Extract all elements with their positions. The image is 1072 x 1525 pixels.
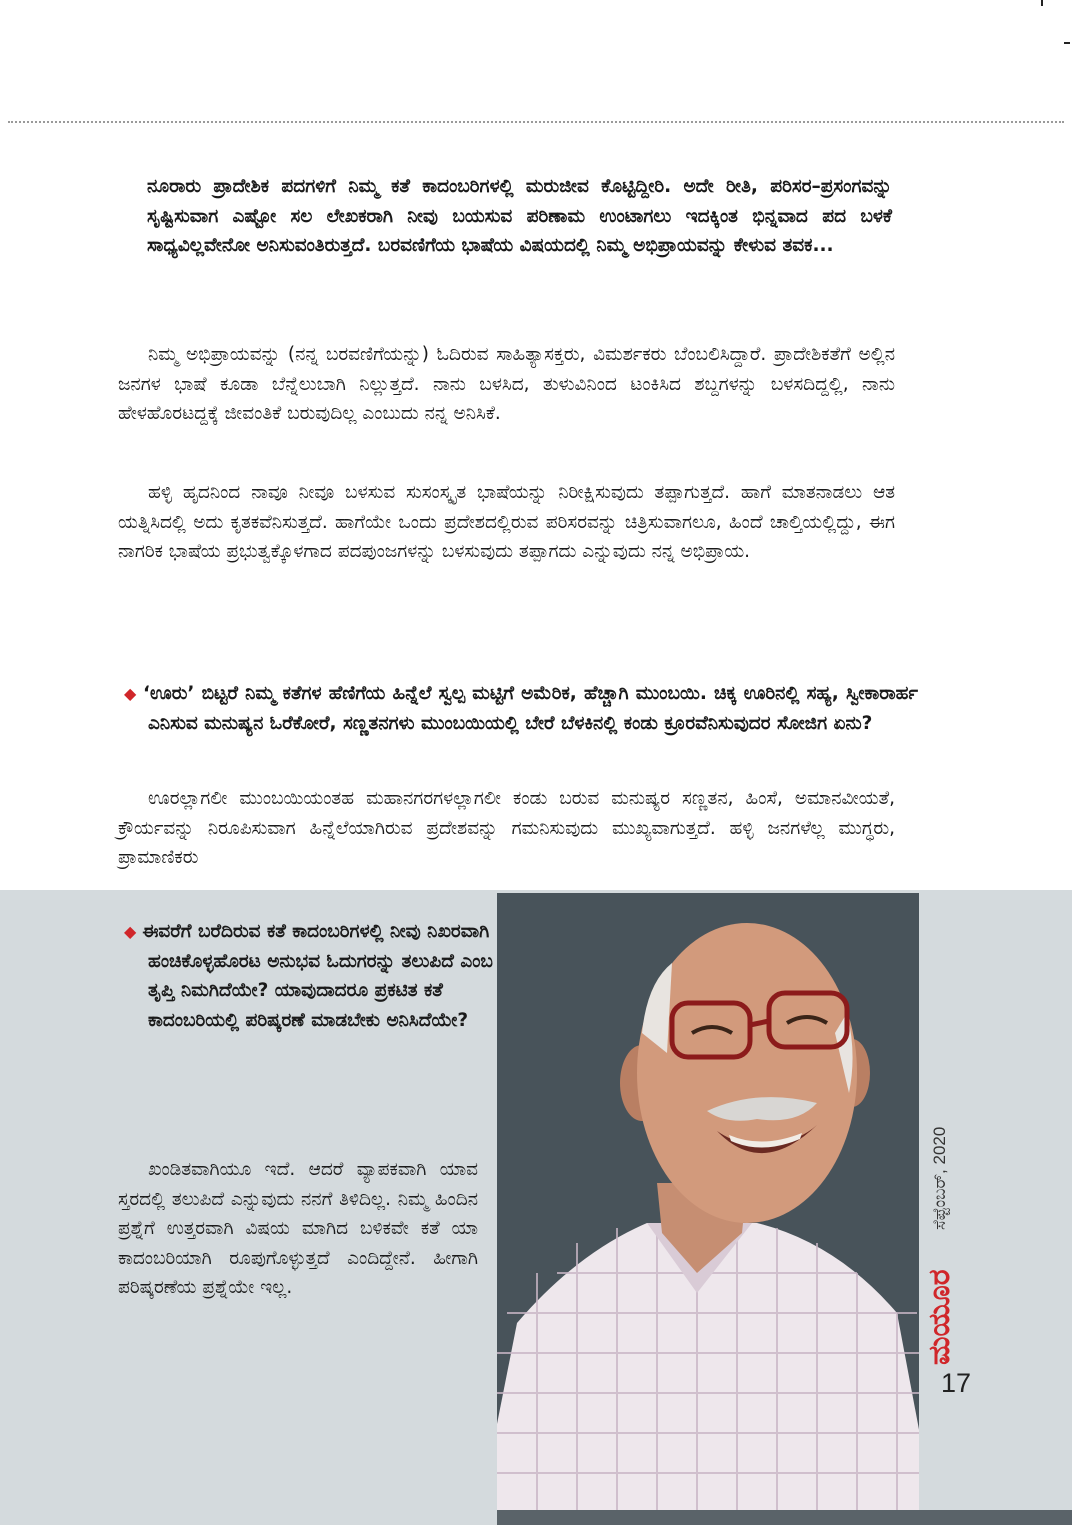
question-3-text: ಈವರೆಗೆ ಬರೆದಿರುವ ಕತೆ ಕಾದಂಬರಿಗಳಲ್ಲಿ ನೀವು ನಿಖರವಾಗಿ ಹಂಚಿಕೊಳ್ಳಹೊರಟ ಅನುಭವ ಓದುಗರನ್ನು ತಲುಪಿದೆ ಎಂಬ ತೃಪ್ತಿ ನಿಮಗಿದೆಯೇ? ಯಾವುದಾದರೂ ಪ್ರಕಟಿತ ಕತೆ ಕಾದಂಬರಿಯಲ್ಲಿ ಪರಿಷ್ಕರಣೆ ಮಾಡಬೇಕು ಅನಿಸಿದೆಯೇ? <box>142 921 493 1031</box>
answer-1-paragraph-2: ಹಳ್ಳಿ ಹೃದನಿಂದ ನಾವೂ ನೀವೂ ಬಳಸುವ ಸುಸಂಸ್ಕೃತ ಭಾಷೆಯನ್ನು ನಿರೀಕ್ಷಿಸುವುದು ತಪ್ಪಾಗುತ್ತದೆ. ಹಾಗೆ ಮಾತನಾಡಲು ಆತ ಯತ್ನಿಸಿದಲ್ಲಿ ಅದು ಕೃತಕವೆನಿಸುತ್ತದೆ. ಹಾಗೆಯೇ ಒಂದು ಪ್ರದೇಶದಲ್ಲಿರುವ ಪರಿಸರವನ್ನು ಚಿತ್ರಿಸುವಾಗಲೂ, ಹಿಂದೆ ಚಾಲ್ತಿಯಲ್ಲಿದ್ದು, ಈಗ ನಾಗರಿಕ ಭಾಷೆಯ ಪ್ರಭುತ್ವಕ್ಕೊಳಗಾದ ಪದಪುಂಜಗಳನ್ನು ಬಳಸುವುದು ತಪ್ಪಾಗದು ಎನ್ನುವುದು ನನ್ನ ಅಭಿಪ್ರಾಯ. <box>118 482 895 562</box>
bullet-diamond-icon: ◆ <box>124 684 138 703</box>
bullet-diamond-icon: ◆ <box>124 922 137 941</box>
crop-mark-right <box>1064 42 1070 44</box>
question-2-text: ‘ಊರು’ ಬಿಟ್ಟರೆ ನಿಮ್ಮ ಕತೆಗಳ ಹೆಣಿಗೆಯ ಹಿನ್ನೆಲೆ ಸ್ವಲ್ಪ ಮಟ್ಟಿಗೆ ಅಮೆರಿಕ, ಹೆಚ್ಚಾಗಿ ಮುಂಬಯಿ. ಚಿಕ್ಕ ಊರಿನಲ್ಲಿ ಸಹ್ಯ, ಸ್ವೀಕಾರಾರ್ಹ ಎನಿಸುವ ಮನುಷ್ಯನ ಓರೆಕೋರೆ, ಸಣ್ಣತನಗಳು ಮುಂಬಯಿಯಲ್ಲಿ ಬೇರೆ ಬೆಳಕಿನಲ್ಲಿ ಕಂಡು ಕ್ರೂರವೆನಿಸುವುದರ ಸೋಜಿಗ ಏನು? <box>143 683 918 734</box>
magazine-masthead: ಮಯೂರ <box>922 1269 957 1365</box>
issue-date: ಸೆಪ್ಟೆಂಬರ್, 2020 <box>930 1126 949 1230</box>
portrait-photo-icon <box>497 893 919 1525</box>
bottom-bar <box>497 1510 1072 1525</box>
answer-3-paragraph: ಖಂಡಿತವಾಗಿಯೂ ಇದೆ. ಆದರೆ ವ್ಯಾಪಕವಾಗಿ ಯಾವ ಸ್ತರದಲ್ಲಿ ತಲುಪಿದೆ ಎನ್ನುವುದು ನನಗೆ ತಿಳಿದಿಲ್ಲ. ನಿಮ್ಮ ಹಿಂದಿನ ಪ್ರಶ್ನೆಗೆ ಉತ್ತರವಾಗಿ ವಿಷಯ ಮಾಗಿದ ಬಳಿಕವೇ ಕತೆ ಯಾ ಕಾದಂಬರಿಯಾಗಿ ರೂಪುಗೊಳ್ಳುತ್ತದೆ ಎಂದಿದ್ದೇನೆ. ಹೀಗಾಗಿ ಪರಿಷ್ಕರಣೆಯ ಪ್ರಶ್ನೆಯೇ ಇಲ್ಲ. <box>118 1159 478 1298</box>
answer-1-paragraph-1: ನಿಮ್ಮ ಅಭಿಪ್ರಾಯವನ್ನು (ನನ್ನ ಬರವಣಿಗೆಯನ್ನು) ಓದಿರುವ ಸಾಹಿತ್ಯಾಸಕ್ತರು, ವಿಮರ್ಶಕರು ಬೆಂಬಲಿಸಿದ್ದಾರೆ. ಪ್ರಾದೇಶಿಕತೆಗೆ ಅಲ್ಲಿನ ಜನಗಳ ಭಾಷೆ ಕೂಡಾ ಬೆನ್ನೆಲುಬಾಗಿ ನಿಲ್ಲುತ್ತದೆ. ನಾನು ಬಳಸಿದ, ತುಳುವಿನಿಂದ ಟಂಕಿಸಿದ ಶಬ್ದಗಳನ್ನು ಬಳಸದಿದ್ದಲ್ಲಿ, ನಾನು ಹೇಳಹೊರಟದ್ದಕ್ಕೆ ಜೀವಂತಿಕೆ ಬರುವುದಿಲ್ಲ ಎಂಬುದು ನನ್ನ ಅನಿಸಿಕೆ. <box>118 344 895 424</box>
dotted-rule <box>8 121 1064 123</box>
question-1-text: ನೂರಾರು ಪ್ರಾದೇಶಿಕ ಪದಗಳಿಗೆ ನಿಮ್ಮ ಕತೆ ಕಾದಂಬರಿಗಳಲ್ಲಿ ಮರುಜೀವ ಕೊಟ್ಟಿದ್ದೀರಿ. ಅದೇ ರೀತಿ, ಪರಿಸರ–ಪ್ರಸಂಗವನ್ನು ಸೃಷ್ಟಿಸುವಾಗ ಎಷ್ಟೋ ಸಲ ಲೇಖಕರಾಗಿ ನೀವು ಬಯಸುವ ಪರಿಣಾಮ ಉಂಟಾಗಲು ಇದಕ್ಕಿಂತ ಭಿನ್ನವಾದ ಪದ ಬಳಕೆ ಸಾಧ್ಯವಿಲ್ಲವೇನೋ ಅನಿಸುವಂತಿರುತ್ತದೆ. ಬರವಣಿಗೆಯ ಭಾಷೆಯ ವಿಷಯದಲ್ಲಿ ನಿಮ್ಮ ಅಭಿಪ್ರಾಯವನ್ನು ಕೇಳುವ ತವಕ... <box>147 176 892 256</box>
question-3 <box>124 917 498 1035</box>
answer-2-paragraph: ಊರಲ್ಲಾಗಲೀ ಮುಂಬಯಿಯಂತಹ ಮಹಾನಗರಗಳಲ್ಲಾಗಲೀ ಕಂಡು ಬರುವ ಮನುಷ್ಯರ ಸಣ್ಣತನ, ಹಿಂಸೆ, ಅಮಾನವೀಯತೆ, ಕ್ರೌರ್ಯವನ್ನು ನಿರೂಪಿಸುವಾಗ ಹಿನ್ನೆಲೆಯಾಗಿರುವ ಪ್ರದೇಶವನ್ನು ಗಮನಿಸುವುದು ಮುಖ್ಯವಾಗುತ್ತದೆ. ಹಳ್ಳಿ ಜನಗಳೆಲ್ಲ ಮುಗ್ಧರು, ಪ್ರಾಮಾಣಿಕರು <box>118 788 895 868</box>
question-2 <box>124 679 918 738</box>
crop-mark-top <box>1041 0 1043 6</box>
page-number: 17 <box>941 1368 972 1398</box>
author-photo-panel <box>497 893 919 1525</box>
